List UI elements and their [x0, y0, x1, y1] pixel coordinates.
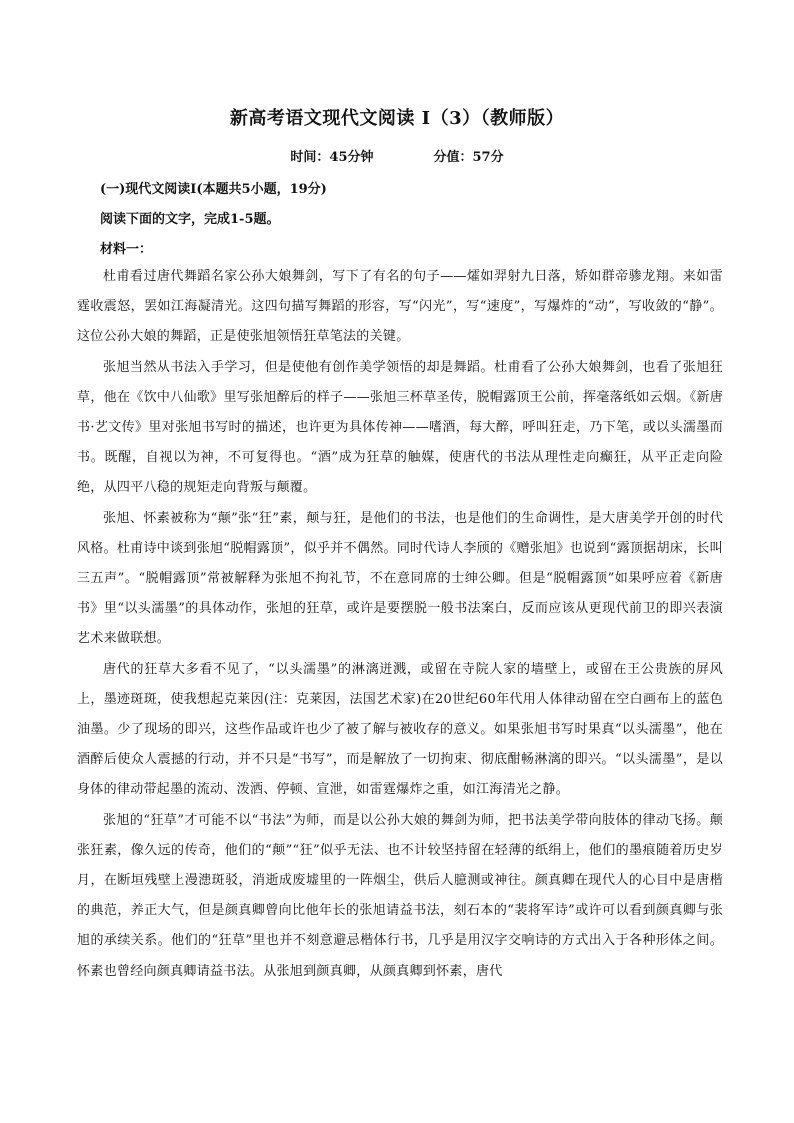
total-score: 分值：57分 [433, 150, 504, 165]
passage-paragraph: 张旭、怀素被称为“颠”张“狂”素，颠与狂，是他们的书法，也是他们的生命调性，是大唐美学开创的时代风格。杜甫诗中谈到张旭“脱帽露顶”，似乎并不偶然。同时代诗人李颀的《赠张旭》也说到“露顶据胡床，长叫三五声”。“脱帽露顶”常被解释为张旭不拘礼节，不在意同席的士绅公卿。但是“脱帽露顶”如果呼应着《新唐书》里“以头濡墨”的具体动作，张旭的狂草，或许是要摆脱一般书法案白，反而应该从更现代前卫的即兴表演艺术来做联想。 [77, 510, 723, 647]
material-label: 材料一： [100, 242, 153, 257]
exam-meta [0, 146, 794, 165]
page-title: 新高考语文现代文阅读 Ⅰ（3）（教师版） [229, 108, 565, 129]
section-heading: (一)现代文阅读Ⅰ(本题共5小题，19分) [100, 182, 327, 197]
passage-paragraph: 唐代的狂草大多看不见了，“以头濡墨”的淋漓迸溅，或留在寺院人家的墙壁上，或留在王公贵族的屏风上，墨迹斑斑，使我想起克莱因(注：克莱因，法国艺术家)在20世纪60年代用人体律动留在空白画布上的蓝色油墨。少了现场的即兴，这些作品或许也少了被了解与被收存的意义。如果张旭书写时果真“以头濡墨”，他在酒醉后使众人震撼的行动，并不只是“书写”，而是解放了一切拘束、彻底酣畅淋漓的即兴。“以头濡墨”，是以身体的律动带起墨的流动、泼洒、停顿、宣泄，如雷霆爆炸之重，如江海清光之静。 [77, 661, 723, 798]
instruction-text: 阅读下面的文字，完成1-5题。 [100, 212, 280, 227]
passage-paragraph: 张旭当然从书法入手学习，但是使他有创作美学领悟的却是舞蹈。杜甫看了公孙大娘舞剑，也看了张旭狂草，他在《饮中八仙歌》里写张旭醉后的样子——张旭三杯草圣传，脱帽露顶王公前，挥毫落纸如云烟。《新唐书·艺文传》里对张旭书写时的描述，也许更为具体传神——嗜酒，每大醉，呼叫狂走，乃下笔，或以头濡墨而书。既醒，自视以为神，不可复得也。“酒”成为狂草的触媒，使唐代的书法从理性走向癫狂，从平正走向险绝，从四平八稳的规矩走向背叛与颠覆。 [77, 359, 723, 496]
passage-body [77, 262, 723, 987]
passage-paragraph: 杜甫看过唐代舞蹈名家公孙大娘舞剑，写下了有名的句子——㸌如羿射九日落，矫如群帝骖龙翔。来如雷霆收震怒，罢如江海凝清光。这四句描写舞蹈的形容，写“闪光”，写“速度”，写爆炸的“动”，写收敛的“静”。这位公孙大娘的舞蹈，正是使张旭领悟狂草笔法的关键。 [77, 269, 723, 345]
time-limit: 时间：45分钟 [290, 150, 374, 165]
passage-paragraph: 张旭的“狂草”才可能不以“书法”为师，而是以公孙大娘的舞剑为师，把书法美学带向肢体的律动飞扬。颠张狂素，像久远的传奇，他们的“颠”“狂”似乎无法、也不计较坚持留在轻薄的纸绢上，他们的墨痕随着历史岁月，在断垣残壁上漫漶斑驳，消逝成废墟里的一阵烟尘，供后人臆测或神往。颜真卿在现代人的心目中是唐楷的典范，养正大气，但是颜真卿曾向比他年长的张旭请益书法，刻石本的“裴将军诗”或许可以看到颜真卿与张旭的承续关系。他们的“狂草”里也并不刻意避忌楷体行书，几乎是用汉字交响诗的方式出入于各种形体之间。怀素也曾经向颜真卿请益书法。从张旭到颜真卿，从颜真卿到怀素，唐代 [77, 812, 723, 979]
